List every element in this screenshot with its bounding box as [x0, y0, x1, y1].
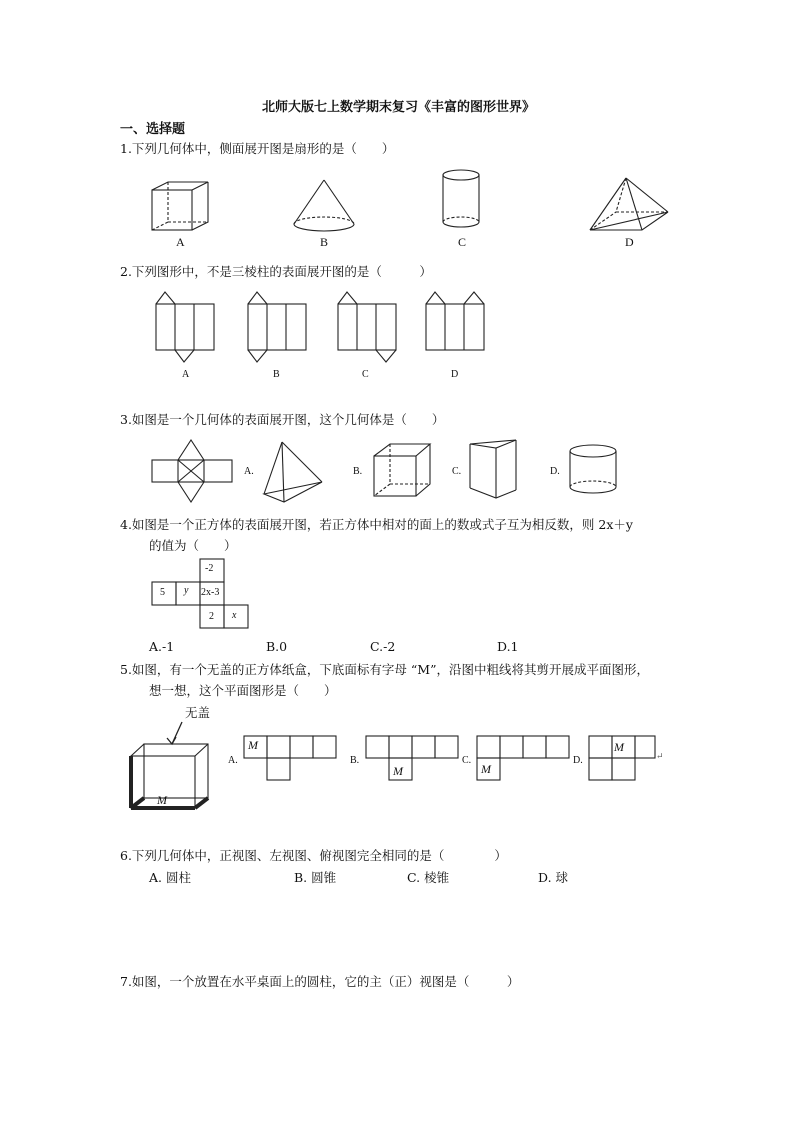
q1-cone-figure [292, 178, 356, 234]
q4-option-a: A.-1 [149, 639, 175, 654]
q3-label-c: C. [452, 466, 462, 477]
question-5-text-line2: 想一想，这个平面图形是（ ） [149, 683, 337, 698]
q5-label-a: A. [228, 755, 238, 766]
q6-option-b: B. 圆锥 [294, 870, 337, 885]
q4-cell-y: y [184, 585, 189, 596]
q1-pyramid-figure [588, 176, 672, 236]
q4-option-d: D.1 [497, 639, 519, 654]
q4-cell-x: x [232, 610, 237, 621]
q2-label-a: A [182, 369, 190, 380]
q2-net-b [246, 290, 308, 366]
q5-box-letter: M [157, 793, 167, 807]
q4-cube-net [150, 557, 250, 633]
q1-cylinder-figure [441, 168, 481, 232]
q4-cell-top: -2 [205, 563, 214, 574]
q6-option-a: A. 圆柱 [149, 870, 191, 885]
q6-option-d: D. 球 [538, 870, 569, 885]
question-3-text: 3.如图是一个几何体的表面展开图，这个几何体是（ ） [120, 412, 445, 427]
question-1-text: 1.下列几何体中，侧面展开图是扇形的是（ ） [120, 141, 395, 156]
q2-label-d: D [451, 369, 459, 380]
q1-label-c: C [458, 235, 467, 249]
q2-net-d [424, 290, 486, 366]
question-2-text: 2.下列图形中，不是三棱柱的表面展开图的是（ ） [120, 264, 432, 279]
question-4-text-line2: 的值为（ ） [149, 538, 237, 553]
q4-cell-left: 5 [160, 587, 165, 598]
q2-label-b: B [273, 369, 280, 380]
q3-net-figure [150, 438, 234, 504]
q3-option-c-prism [468, 438, 520, 502]
q1-label-a: A [176, 235, 185, 249]
q2-label-c: C [362, 369, 369, 380]
q5-label-c: C. [462, 755, 472, 766]
q6-option-c: C. 棱锥 [407, 870, 450, 885]
q3-label-b: B. [353, 466, 363, 477]
q5-net-b-letter: M [393, 764, 403, 778]
q4-option-c: C.-2 [370, 639, 396, 654]
question-7-text: 7.如图，一个放置在水平桌面上的圆柱，它的主（正）视图是（ ） [120, 974, 520, 989]
q3-label-d: D. [550, 466, 560, 477]
q1-cube-figure [150, 180, 212, 232]
q5-net-a-letter: M [248, 738, 258, 752]
page-title: 北师大版七上数学期末复习《丰富的图形世界》 [262, 100, 536, 115]
q5-open-box-figure [126, 718, 212, 810]
q5-no-lid-label: 无盖 [185, 705, 211, 720]
q5-label-d: D. [573, 755, 583, 766]
q2-net-c [336, 290, 398, 366]
q4-option-b: B.0 [266, 639, 288, 654]
q3-option-d-cylinder [568, 443, 618, 497]
section-heading: 一、选择题 [120, 122, 186, 137]
q1-label-b: B [320, 235, 329, 249]
question-5-text-line1: 5.如图，有一个无盖的正方体纸盒，下底面标有字母 “M”，沿图中粗线将其剪开展成平面图形， [120, 662, 649, 677]
q4-cell-bottom: 2 [209, 611, 214, 622]
q3-label-a: A. [244, 466, 254, 477]
q1-label-d: D [625, 235, 634, 249]
q5-net-d-letter: M [614, 740, 624, 754]
q5-label-b: B. [350, 755, 360, 766]
q3-option-b-cube [372, 442, 434, 498]
return-mark-icon: ↵ [656, 752, 664, 762]
question-4-text-line1: 4.如图是一个正方体的表面展开图，若正方体中相对的面上的数或式子互为相反数，则 2x＋y [120, 517, 633, 532]
q5-net-c-letter: M [481, 762, 491, 776]
q2-net-a [154, 290, 216, 366]
q3-option-a-tetrahedron [262, 440, 324, 504]
q5-net-b [364, 734, 458, 782]
question-6-text: 6.下列几何体中，正视图、左视图、俯视图完全相同的是（ ） [120, 848, 507, 863]
q4-cell-center: 2x-3 [201, 587, 220, 598]
